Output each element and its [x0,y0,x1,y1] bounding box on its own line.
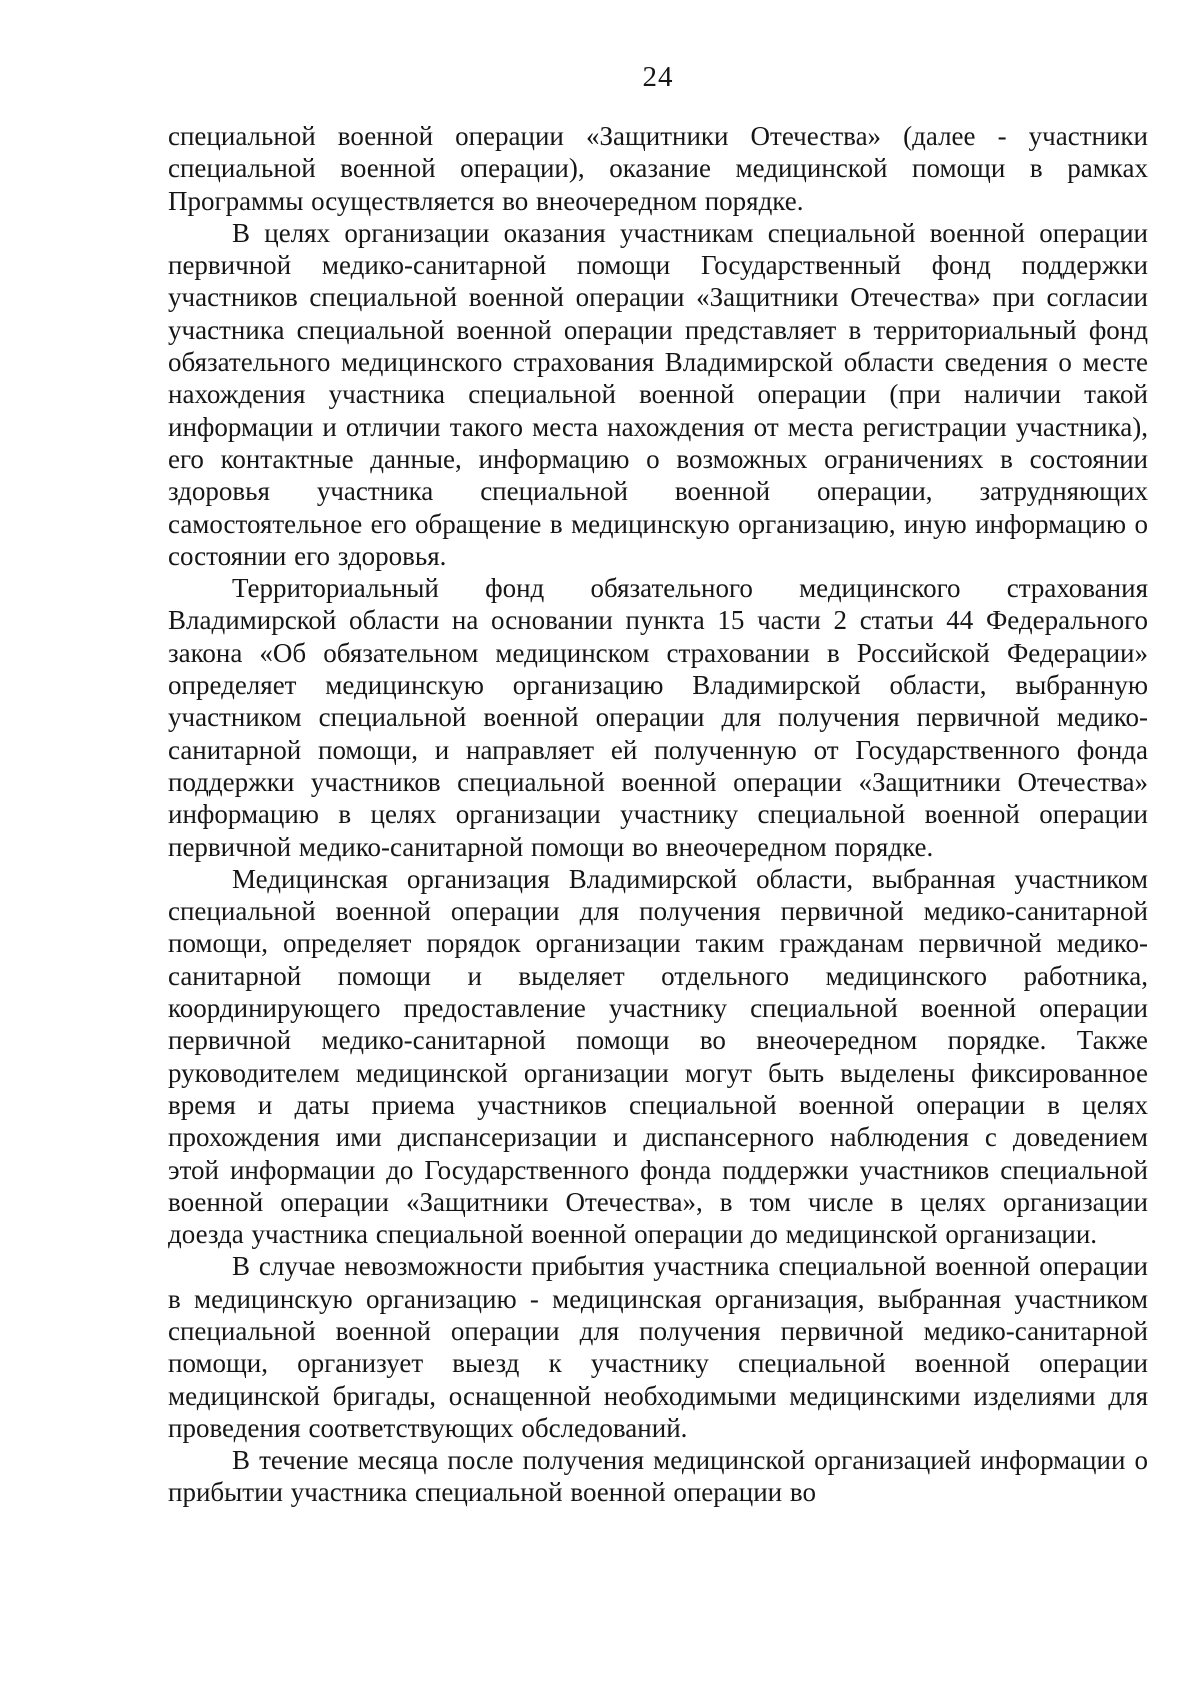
page-content [168,0,1148,1509]
body-text [168,120,1148,1509]
page-number [168,0,1148,94]
paragraph: специальной военной операции «Защитники Отечества» (далее - участники специальной военной операции), оказание медицинской помощи в рамках Программы осуществляется во внеочередном порядке. [168,121,1148,216]
paragraph: В течение месяца после получения медицинской организацией информации о прибытии участника специальной военной операции во [168,1445,1148,1508]
page-number-value: 24 [642,61,674,93]
paragraph: Территориальный фонд обязательного медицинского страхования Владимирской области на основании пункта 15 части 2 статьи 44 Федерального закона «Об обязательном медицинском страховании в Российской Федерации» определяет медицинскую организацию Владимирской области, выбранную участником специальной военной операции для получения первичной медико-санитарной помощи, и направляет ей полученную от Государственного фонда поддержки участников специальной военной операции «Защитники Отечества» информацию в целях организации участнику специальной военной операции первичной медико-санитарной помощи во внеочередном порядке. [168,573,1148,862]
paragraph: В случае невозможности прибытия участника специальной военной операции в медицинскую организацию - медицинская организация, выбранная участником специальной военной операции для получения первичной медико-санитарной помощи, организует выезд к участнику специальной военной операции медицинской бригады, оснащенной необходимыми медицинскими изделиями для проведения соответствующих обследований. [168,1251,1148,1443]
paragraph: В целях организации оказания участникам специальной военной операции первичной медико-санитарной помощи Государственный фонд поддержки участников специальной военной операции «Защитники Отечества» при согласии участника специальной военной операции представляет в территориальный фонд обязательного медицинского страхования Владимирской области сведения о месте нахождения участника специальной военной операции (при наличии такой информации и отличии такого места нахождения от места регистрации участника), его контактные данные, информацию о возможных ограничениях в состоянии здоровья участника специальной военной операции, затрудняющих самостоятельное его обращение в медицинскую организацию, иную информацию о состоянии его здоровья. [168,217,1148,571]
paragraph: Медицинская организация Владимирской области, выбранная участником специальной военной операции для получения первичной медико-санитарной помощи, определяет порядок организации таким гражданам первичной медико-санитарной помощи и выделяет отдельного медицинского работника, координирующего предоставление участнику специальной военной операции первичной медико-санитарной помощи во внеочередном порядке. Также руководителем медицинской организации могут быть выделены фиксированное время и даты приема участников специальной военной операции в целях прохождения ими диспансеризации и диспансерного наблюдения с доведением этой информации до Государственного фонда поддержки участников специальной военной операции «Защитники Отечества», в том числе в целях организации доезда участника специальной военной операции до медицинской организации. [168,863,1148,1250]
